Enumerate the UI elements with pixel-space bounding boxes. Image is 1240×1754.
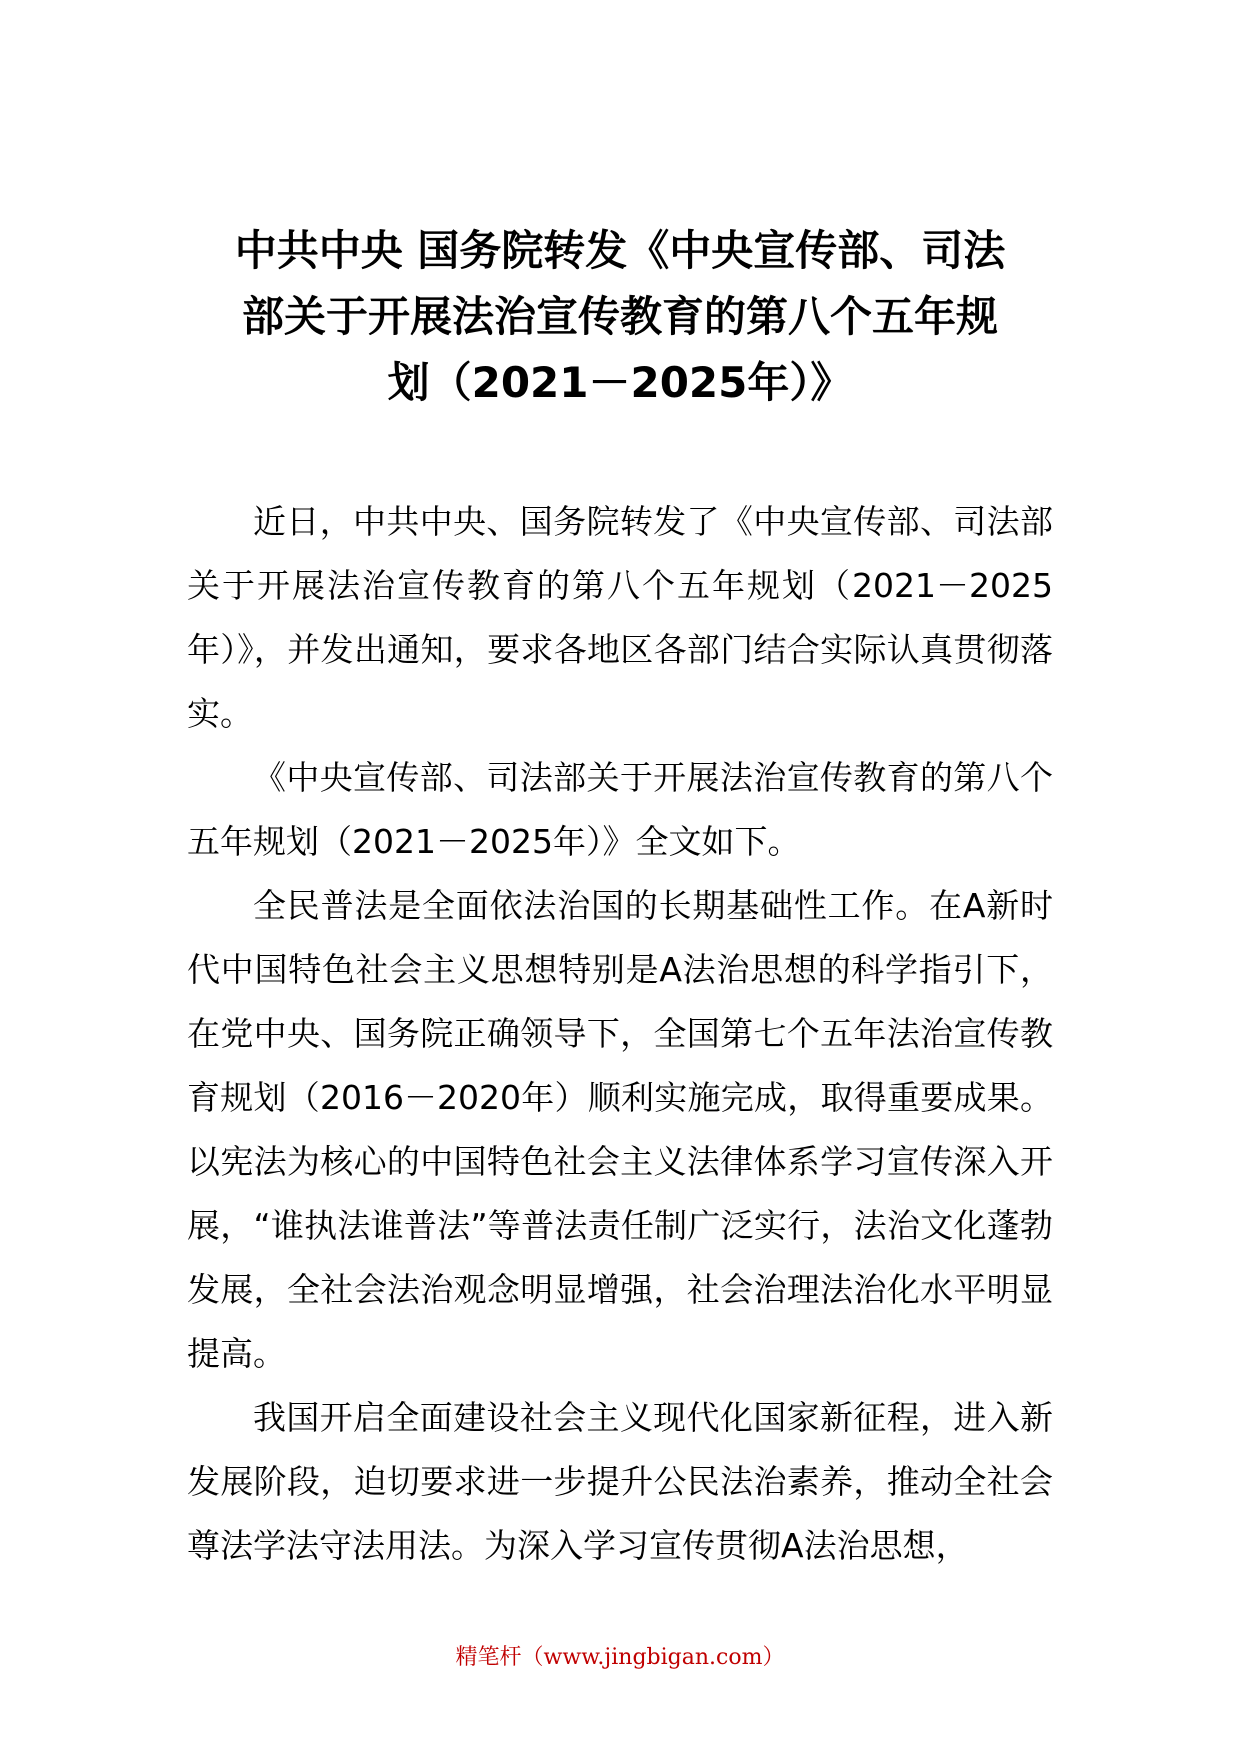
footer-watermark: 精笔杆（www.jingbigan.com）	[455, 1645, 785, 1670]
title-line-1: 中共中央 国务院转发《中央宣传部、司法	[234, 226, 1006, 275]
document-body	[187, 490, 1053, 1578]
paragraph-1: 近日，中共中央、国务院转发了《中央宣传部、司法部关于开展法治宣传教育的第八个五年规划（2021－2025年）》，并发出通知，要求各地区各部门结合实际认真贯彻落实。	[187, 502, 1053, 733]
paragraph-3: 全民普法是全面依法治国的长期基础性工作。在A新时代中国特色社会主义思想特别是A法治思想的科学指引下，在党中央、国务院正确领导下，全国第七个五年法治宣传教育规划（2016－2020年）顺利实施完成，取得重要成果。以宪法为核心的中国特色社会主义法律体系学习宣传深入开展，“谁执法谁普法”等普法责任制广泛实行，法治文化蓬勃发展，全社会法治观念明显增强，社会治理法治化水平明显提高。	[187, 886, 1053, 1373]
paragraph-4: 我国开启全面建设社会主义现代化国家新征程，进入新发展阶段，迫切要求进一步提升公民法治素养，推动全社会尊法学法守法用法。为深入学习宣传贯彻A法治思想，	[187, 1398, 1053, 1565]
document-title	[180, 218, 1060, 416]
title-line-3: 划（2021－2025年）》	[387, 358, 853, 407]
title-line-2: 部关于开展法治宣传教育的第八个五年规	[241, 292, 998, 341]
paragraph-2: 《中央宣传部、司法部关于开展法治宣传教育的第八个五年规划（2021－2025年）》全文如下。	[187, 758, 1053, 861]
